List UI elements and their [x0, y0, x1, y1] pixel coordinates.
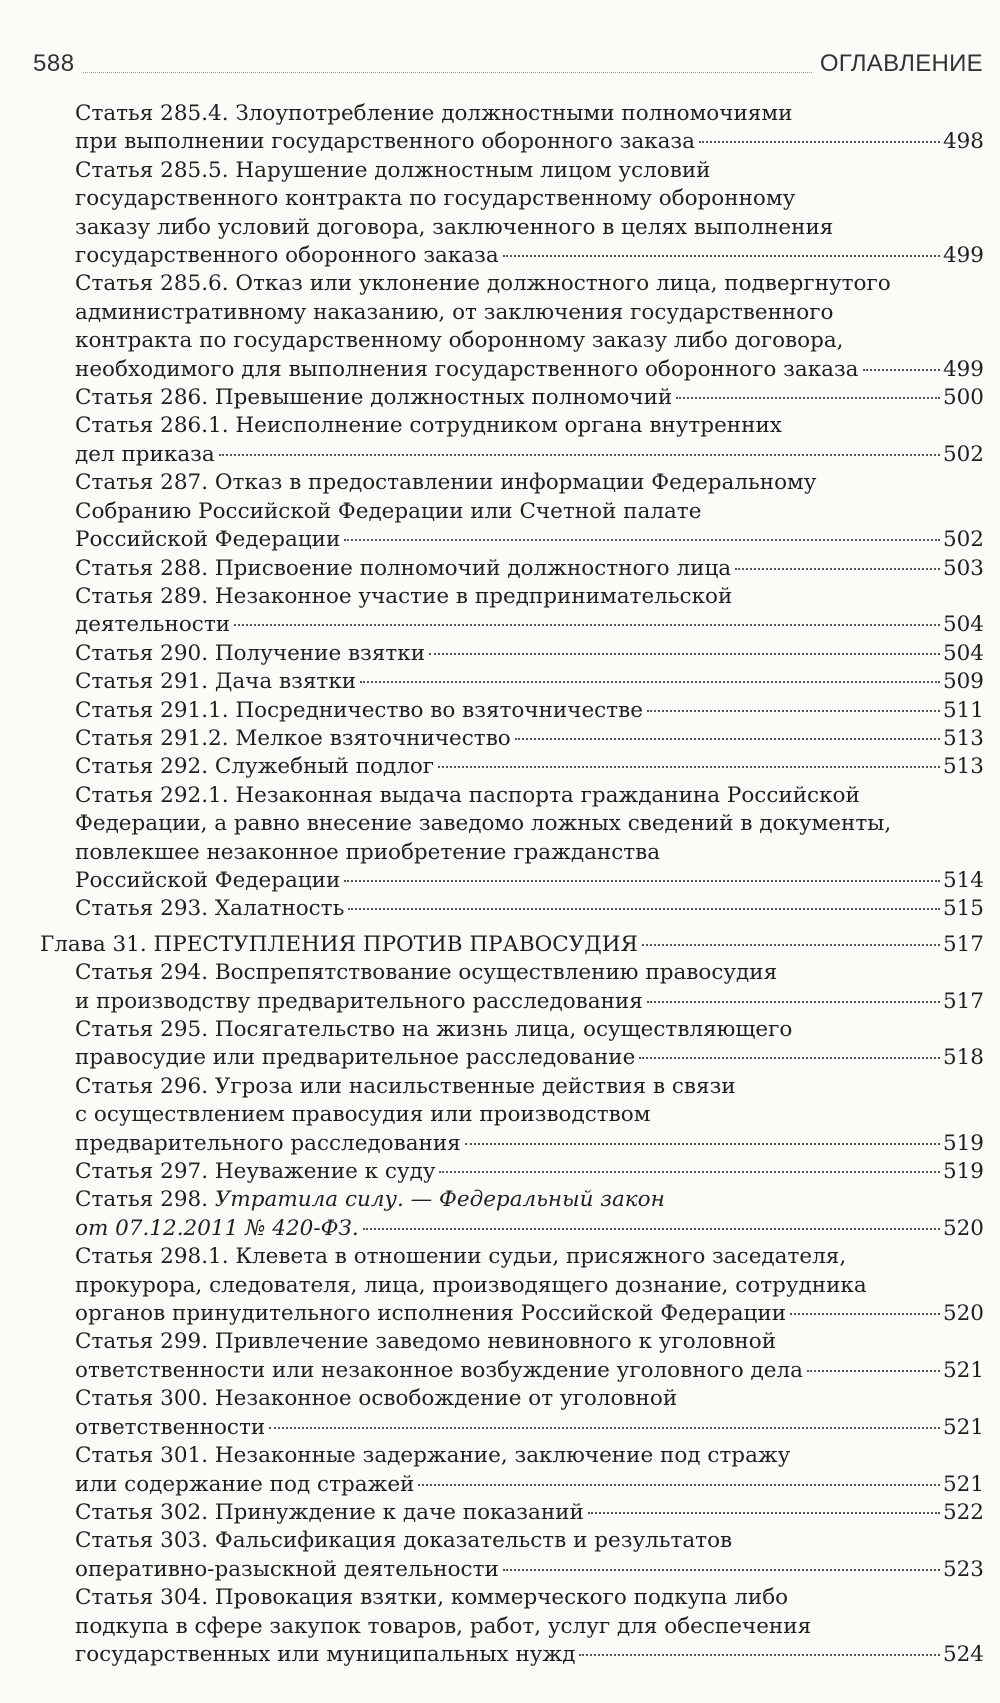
toc-entry-line	[75, 356, 984, 384]
toc-entry-text: Статья 291.2. Мелкое взяточничество	[75, 725, 511, 751]
toc-entry-line	[75, 1613, 984, 1641]
dot-leader	[639, 1057, 940, 1059]
toc-entry-line	[75, 1556, 984, 1584]
toc-article-entry[interactable]	[40, 640, 984, 668]
toc-entry-line	[75, 1471, 984, 1499]
toc-page-number[interactable]: 524	[942, 1641, 984, 1667]
toc-entry-text: Статья 285.5. Нарушение должностным лицом условий	[75, 157, 711, 183]
dot-leader	[360, 681, 940, 683]
dot-leader	[269, 1427, 940, 1429]
toc-entry-line	[75, 1527, 984, 1555]
toc-entry-text: Статья 295. Посягательство на жизнь лица, осуществляющего	[75, 1017, 793, 1042]
toc-entry-text: Статья 304. Провокация взятки, коммерческого подкупа либо	[75, 1585, 789, 1611]
toc-page-number[interactable]: 514	[942, 867, 984, 893]
toc-entry-line	[75, 555, 984, 583]
dot-leader	[676, 397, 940, 399]
toc-page-number[interactable]: 502	[942, 441, 984, 467]
toc-entry-line	[75, 782, 984, 810]
running-title: ОГЛАВЛЕНИЕ	[819, 50, 983, 77]
toc-entry-text: Статья 289. Незаконное участие в предпринимательской	[75, 583, 733, 609]
toc-entry-text: предварительного расследования	[75, 1130, 461, 1156]
dot-leader	[503, 1569, 940, 1571]
toc-entry-line	[75, 1158, 984, 1186]
toc-entry-line	[75, 895, 984, 923]
toc-entry-text: Статья 287. Отказ в предоставлении информации Федеральному	[75, 470, 817, 496]
toc-entry-line	[75, 810, 984, 838]
toc-article-entry[interactable]	[40, 959, 984, 1016]
dot-leader	[219, 454, 940, 456]
toc-entry-text: контракта по государственному оборонному заказу либо договора,	[75, 328, 844, 354]
toc-entry-text: Статья 299. Привлечение заведомо невиновного к уголовной	[75, 1329, 777, 1355]
toc-entry-text: деятельности	[75, 612, 231, 638]
dot-leader	[790, 1313, 940, 1315]
toc-entry-line	[75, 867, 984, 895]
toc-entry-line	[75, 384, 984, 412]
toc-entry-prefix: Статья 298.	[75, 1187, 215, 1213]
page-number: 588	[33, 50, 75, 77]
toc-entry-text: Статья 286.1. Неисполнение сотрудником органа внутренних	[75, 413, 782, 439]
toc-entry-line	[75, 959, 984, 987]
toc-entry-line	[75, 611, 984, 639]
toc-article-entry[interactable]	[40, 412, 984, 469]
toc-page-number[interactable]: 503	[942, 555, 984, 581]
toc-entry-line	[75, 1272, 984, 1300]
toc-page-number[interactable]: 502	[942, 527, 984, 553]
dot-leader	[418, 1484, 940, 1486]
toc-entry-text: государственного контракта по государственному оборонному	[75, 186, 796, 212]
toc-entry-text: Собранию Российской Федерации или Счетной палате	[75, 498, 702, 524]
toc-page-number[interactable]: 522	[942, 1499, 984, 1525]
dot-leader	[515, 738, 940, 740]
toc-entry-line	[75, 1641, 984, 1669]
table-of-contents	[40, 100, 984, 1669]
toc-entry-line	[75, 469, 984, 497]
toc-article-entry[interactable]	[40, 782, 984, 896]
toc-article-entry[interactable]	[40, 697, 984, 725]
toc-article-entry[interactable]	[40, 1158, 984, 1186]
toc-article-entry[interactable]	[40, 157, 984, 271]
toc-entry-line	[75, 1414, 984, 1442]
dot-leader	[363, 1228, 940, 1230]
toc-entry-line	[75, 498, 984, 526]
toc-entry-line	[75, 1328, 984, 1356]
toc-entry-text: повлекшее незаконное приобретение гражданства	[75, 839, 661, 865]
dot-leader	[863, 369, 940, 371]
toc-page-number[interactable]: 520	[942, 1215, 984, 1241]
toc-entry-text: Статья 290. Получение взятки	[75, 640, 426, 666]
toc-entry-italic-text: Утратила силу. — Федеральный закон	[214, 1187, 665, 1213]
dot-leader	[234, 624, 940, 626]
toc-entry-line	[75, 1044, 984, 1072]
toc-article-entry[interactable]	[40, 895, 984, 923]
toc-entry-line	[75, 441, 984, 469]
dot-leader	[439, 1171, 939, 1173]
dot-leader	[735, 568, 940, 570]
toc-entry-text: Статья 296. Угроза или насильственные действия в связи	[75, 1073, 736, 1099]
toc-entry-line	[75, 1016, 984, 1044]
toc-entry-line	[75, 839, 984, 867]
toc-entry-line	[75, 1130, 984, 1158]
toc-page-number[interactable]: 500	[942, 385, 984, 411]
toc-entry-line	[75, 242, 984, 270]
dot-leader	[503, 255, 940, 257]
toc-entry-line	[75, 299, 984, 327]
toc-entry-text: Статья 292. Служебный подлог	[75, 754, 435, 780]
dot-leader	[438, 766, 940, 768]
toc-page-number[interactable]: 520	[942, 1301, 984, 1327]
dot-leader	[699, 141, 940, 143]
toc-entry-line	[75, 185, 984, 213]
dot-leader	[344, 539, 940, 541]
toc-entry-line	[75, 1300, 984, 1328]
toc-page-number[interactable]: 523	[942, 1556, 984, 1582]
toc-article-entry[interactable]	[40, 1584, 984, 1669]
toc-article-entry[interactable]	[40, 384, 984, 412]
toc-entry-text: Статья 301. Незаконные задержание, заключение под стражу	[75, 1443, 791, 1469]
toc-page-number[interactable]: 521	[942, 1414, 984, 1440]
toc-article-entry[interactable]	[40, 1442, 984, 1499]
toc-entry-text: заказу либо условий договора, заключенного в целях выполнения	[75, 214, 834, 240]
toc-entry-text: дел приказа	[75, 441, 215, 467]
toc-article-entry[interactable]	[40, 1328, 984, 1385]
toc-entry-line	[75, 1101, 984, 1129]
toc-entry-text: Статья 285.4. Злоупотребление должностными полномочиями	[75, 101, 793, 126]
toc-page-number[interactable]: 513	[942, 754, 984, 780]
toc-entry-text: Российской Федерации	[75, 867, 341, 893]
dot-leader	[807, 1370, 940, 1372]
toc-article-entry[interactable]	[40, 583, 984, 640]
toc-entry-text: Статья 292.1. Незаконная выдача паспорта гражданина Российской	[75, 782, 860, 808]
toc-article-entry[interactable]	[40, 1499, 984, 1527]
toc-entry-text: правосудие или предварительное расследование	[75, 1045, 636, 1071]
toc-entry-text: Статья 294. Воспрепятствование осуществлению правосудия	[75, 960, 778, 986]
toc-entry-line	[75, 725, 984, 753]
toc-entry-text	[75, 1215, 359, 1243]
toc-page-number[interactable]: 499	[942, 356, 984, 382]
toc-page-number[interactable]: 511	[942, 697, 984, 723]
toc-article-entry[interactable]	[40, 753, 984, 781]
toc-entry-line	[75, 1243, 984, 1271]
header-rule	[83, 71, 812, 73]
toc-entry-text: органов принудительного исполнения Российской Федерации	[75, 1301, 787, 1327]
toc-entry-line	[75, 412, 984, 440]
toc-entry-text: и производству предварительного расследования	[75, 988, 643, 1014]
toc-entry-text	[75, 1187, 665, 1212]
toc-entry-text: Статья 302. Принуждение к даче показаний	[75, 1499, 584, 1525]
toc-entry-text: Глава 31. ПРЕСТУПЛЕНИЯ ПРОТИВ ПРАВОСУДИЯ	[40, 931, 638, 957]
toc-entry-line	[75, 1499, 984, 1527]
dot-leader	[429, 653, 940, 655]
toc-article-entry[interactable]	[40, 668, 984, 696]
dot-leader	[642, 944, 940, 946]
toc-entry-text: подкупа в сфере закупок товаров, работ, услуг для обеспечения	[75, 1613, 812, 1639]
toc-page-number[interactable]: 498	[942, 129, 984, 155]
toc-entry-text: Статья 288. Присвоение полномочий должностного лица	[75, 555, 732, 581]
toc-article-entry[interactable]	[40, 1527, 984, 1584]
toc-entry-line	[75, 668, 984, 696]
toc-entry-text: Статья 291.1. Посредничество во взяточничестве	[75, 697, 643, 723]
toc-entry-text: или содержание под стражей	[75, 1471, 415, 1497]
toc-page-number[interactable]: 517	[942, 931, 984, 957]
toc-page-number[interactable]: 521	[942, 1471, 984, 1497]
dot-leader	[344, 880, 940, 882]
toc-entry-text: Статья 298.1. Клевета в отношении судьи, присяжного заседателя,	[75, 1244, 847, 1270]
toc-page-number[interactable]: 515	[942, 896, 984, 922]
toc-entry-line	[75, 1215, 984, 1243]
toc-entry-line	[75, 1385, 984, 1413]
toc-entry-text: при выполнении государственного оборонного заказа	[75, 129, 695, 155]
toc-page-number[interactable]: 517	[942, 988, 984, 1014]
toc-article-entry[interactable]	[40, 1016, 984, 1073]
dot-leader	[579, 1654, 939, 1656]
toc-entry-text: необходимого для выполнения государственного оборонного заказа	[75, 356, 859, 382]
toc-chapter-entry[interactable]	[40, 931, 984, 959]
toc-entry-line	[75, 1186, 984, 1214]
toc-entry-text: государственного оборонного заказа	[75, 243, 499, 269]
toc-article-entry[interactable]	[40, 1186, 984, 1243]
toc-article-entry[interactable]	[40, 1385, 984, 1442]
toc-entry-line	[75, 327, 984, 355]
toc-entry-line	[75, 988, 984, 1016]
toc-entry-line	[40, 931, 984, 959]
toc-entry-line	[75, 214, 984, 242]
toc-page-number[interactable]: 509	[942, 669, 984, 695]
dot-leader	[588, 1512, 940, 1514]
toc-entry-text: прокурора, следователя, лица, производящего дознание, сотрудника	[75, 1272, 867, 1298]
dot-leader	[647, 1001, 940, 1003]
toc-entry-italic-text: от 07.12.2011 № 420-ФЗ.	[75, 1215, 359, 1241]
toc-article-entry[interactable]	[40, 1073, 984, 1158]
toc-entry-line	[75, 157, 984, 185]
running-header	[33, 44, 983, 78]
toc-entry-line	[75, 1584, 984, 1612]
dot-leader	[465, 1143, 940, 1145]
toc-entry-text: Статья 297. Неуважение к суду	[75, 1159, 436, 1185]
dot-leader	[348, 908, 940, 910]
toc-entry-text: Российской Федерации	[75, 527, 341, 553]
toc-entry-line	[75, 753, 984, 781]
toc-entry-line	[75, 1357, 984, 1385]
toc-page-number[interactable]: 504	[942, 612, 984, 638]
toc-entry-line	[75, 1442, 984, 1470]
toc-entry-line	[75, 100, 984, 128]
toc-entry-text: Федерации, а равно внесение заведомо ложных сведений в документы,	[75, 811, 892, 837]
toc-entry-text: оперативно-разыскной деятельности	[75, 1556, 499, 1582]
toc-entry-line	[75, 640, 984, 668]
toc-entry-text: Статья 286. Превышение должностных полномочий	[75, 385, 673, 411]
toc-page-number[interactable]: 504	[942, 640, 984, 666]
toc-entry-text: ответственности или незаконное возбуждение уголовного дела	[75, 1357, 803, 1383]
toc-article-entry[interactable]	[40, 1243, 984, 1328]
toc-entry-text: Статья 291. Дача взятки	[75, 669, 357, 695]
toc-entry-line	[75, 1073, 984, 1101]
toc-page-number[interactable]: 518	[942, 1045, 984, 1071]
toc-page-number[interactable]: 513	[942, 725, 984, 751]
toc-page-number[interactable]: 519	[942, 1130, 984, 1156]
toc-entry-line	[75, 128, 984, 156]
toc-page-number[interactable]: 499	[942, 243, 984, 269]
toc-entry-text: ответственности	[75, 1414, 266, 1440]
dot-leader	[647, 710, 940, 712]
toc-entry-text: Статья 303. Фальсификация доказательств и результатов	[75, 1528, 733, 1554]
toc-article-entry[interactable]	[40, 100, 984, 157]
toc-entry-text: с осуществлением правосудия или производством	[75, 1102, 651, 1128]
toc-entry-text: Статья 300. Незаконное освобождение от уголовной	[75, 1386, 678, 1412]
toc-entry-text: Статья 285.6. Отказ или уклонение должностного лица, подвергнутого	[75, 271, 891, 297]
toc-entry-line	[75, 270, 984, 298]
toc-article-entry[interactable]	[40, 555, 984, 583]
toc-entry-text: государственных или муниципальных нужд	[75, 1641, 576, 1667]
toc-page-number[interactable]: 521	[942, 1357, 984, 1383]
toc-entry-line	[75, 583, 984, 611]
toc-entry-line	[75, 697, 984, 725]
toc-entry-text: административному наказанию, от заключения государственного	[75, 299, 834, 325]
toc-article-entry[interactable]	[40, 469, 984, 554]
toc-entry-line	[75, 526, 984, 554]
toc-article-entry[interactable]	[40, 725, 984, 753]
toc-article-entry[interactable]	[40, 270, 984, 384]
toc-page-number[interactable]: 519	[942, 1159, 984, 1185]
toc-entry-text: Статья 293. Халатность	[75, 896, 345, 922]
